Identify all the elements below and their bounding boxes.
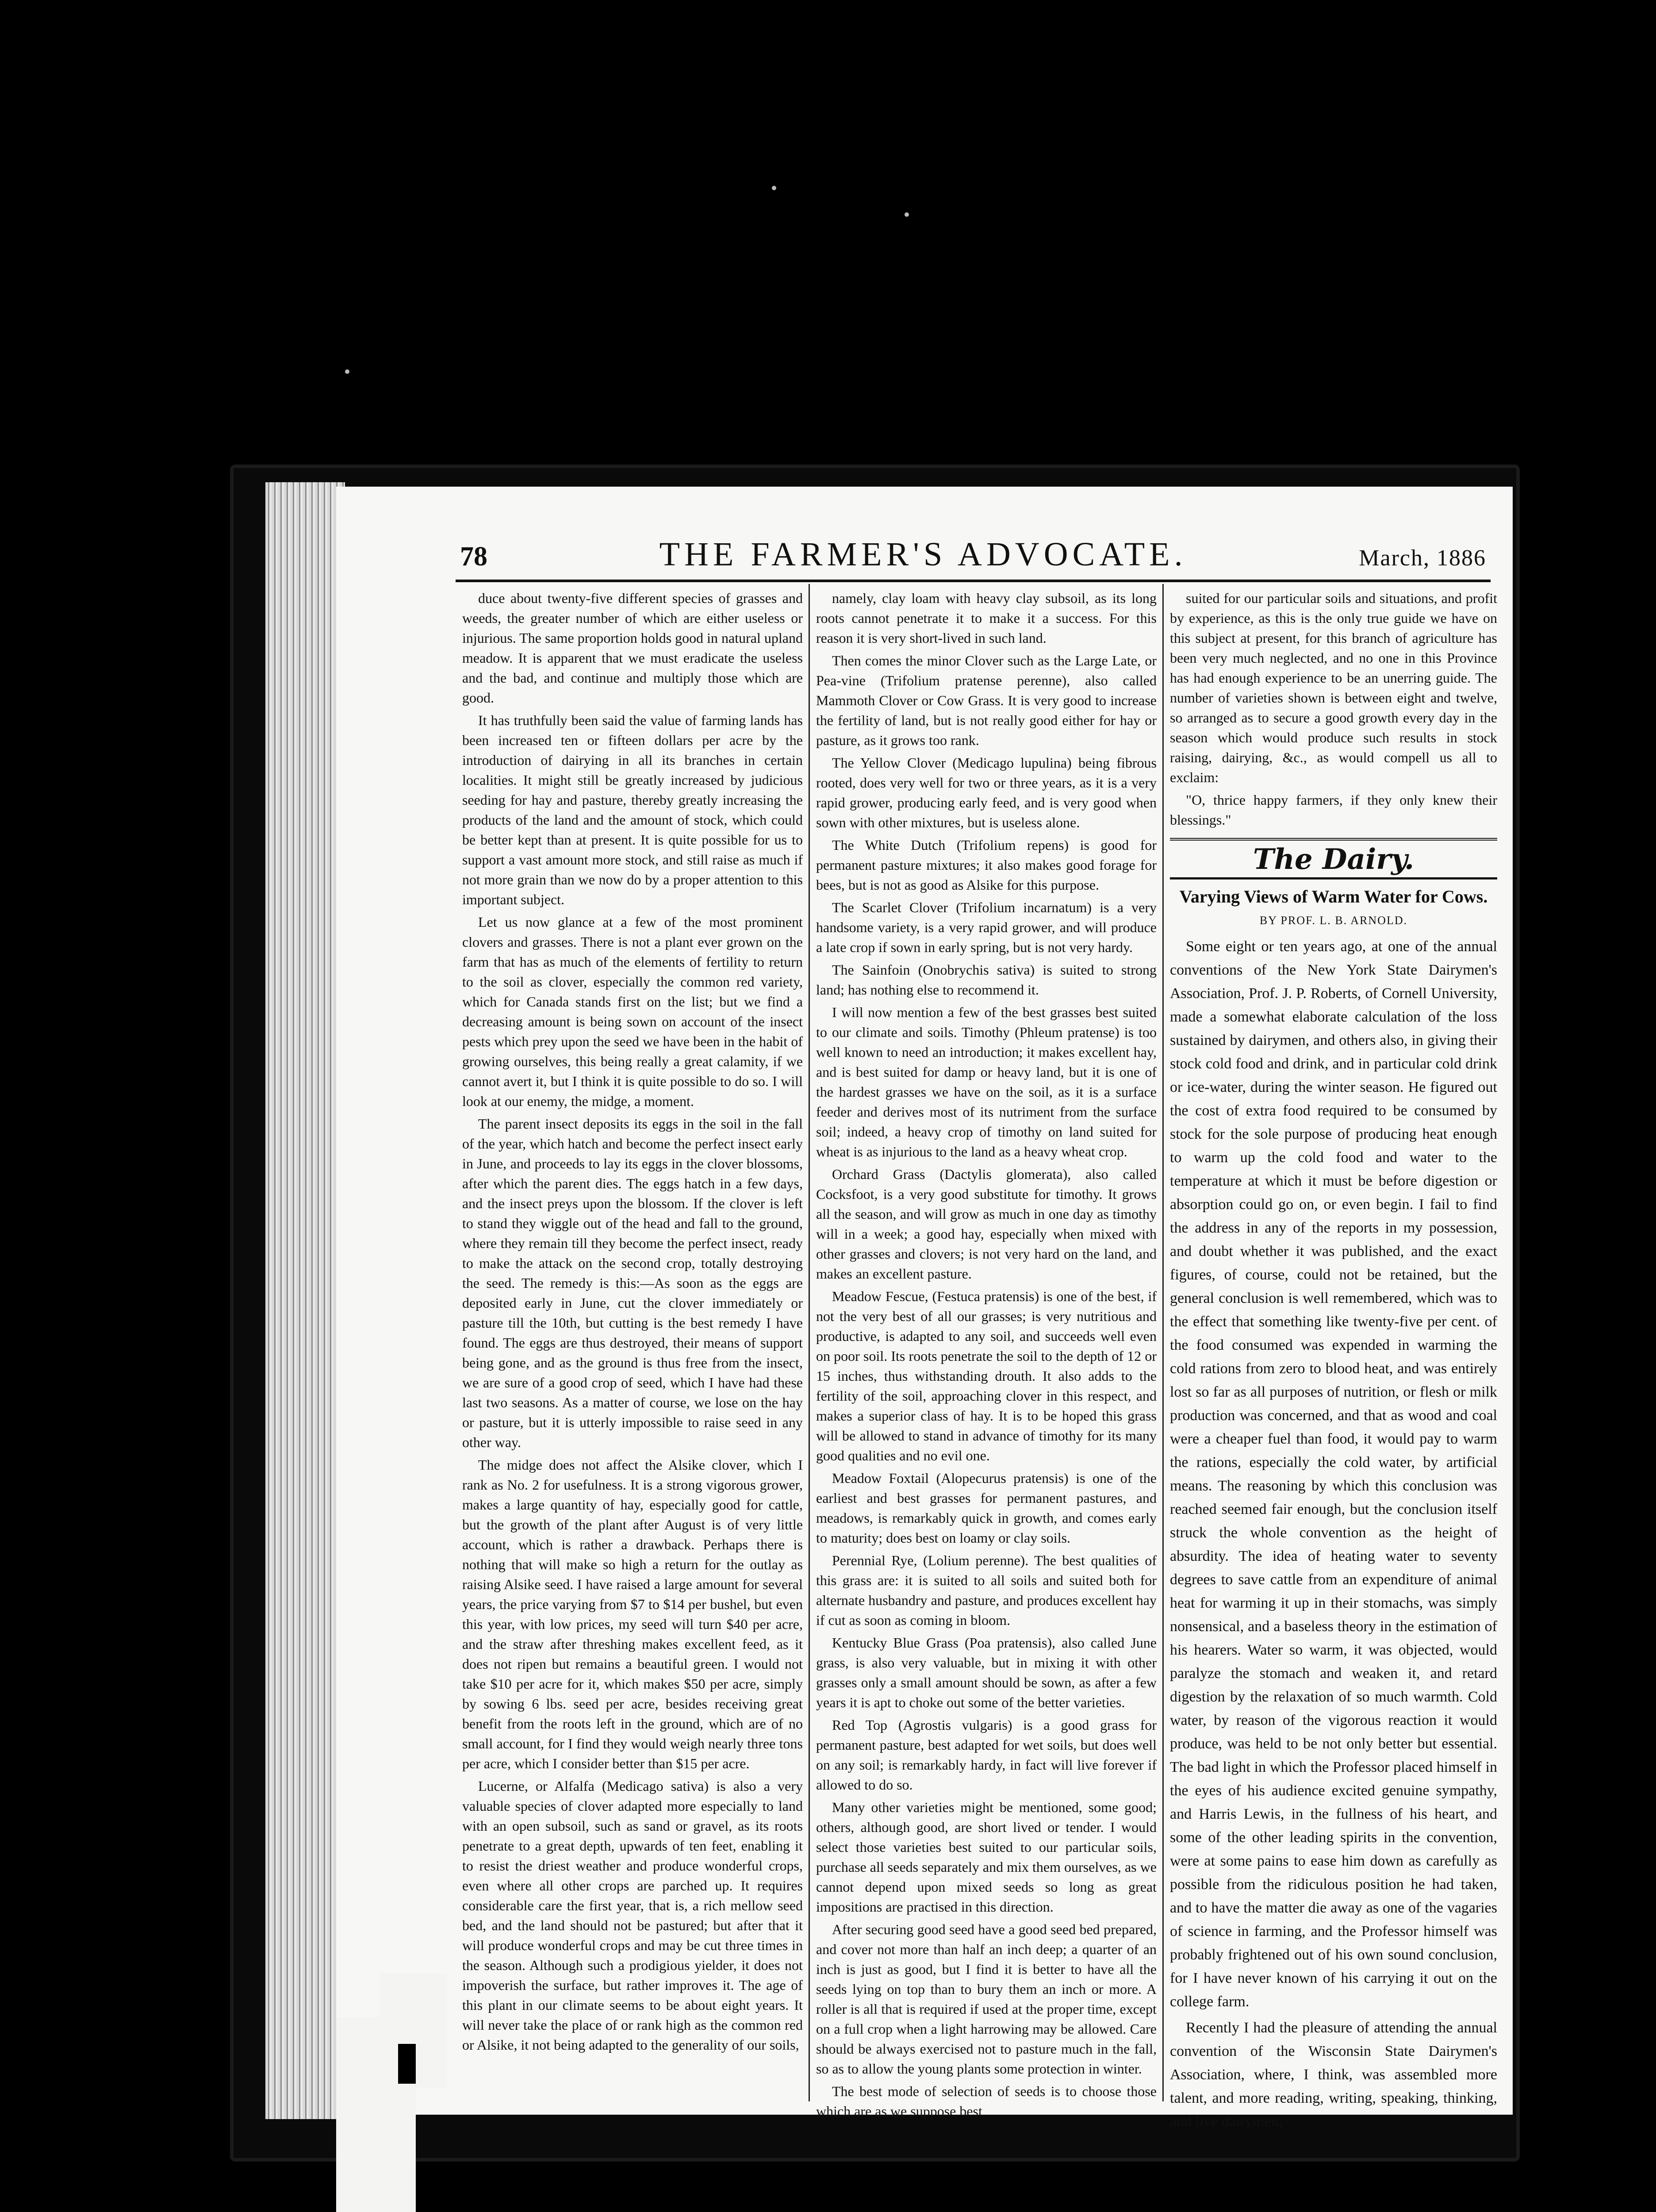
article-title: Varying Views of Warm Water for Cows.: [1179, 887, 1488, 906]
film-speck: [905, 212, 909, 217]
column-2: [816, 588, 1157, 2124]
masthead-title: THE FARMER'S ADVOCATE.: [659, 536, 1187, 573]
paragraph: Then comes the minor Clover such as the Large Late, or Pea-vine (Trifolium pratense perenne), also called Mammoth Clover or Cow Grass. It is very good to increase the fertility of land, but is not really good either for hay or pasture, as it grows too rank.: [816, 653, 1157, 748]
article-byline: BY PROF. L. B. ARNOLD.: [1259, 914, 1408, 927]
paragraph: The Sainfoin (Onobrychis sativa) is suited to strong land; has nothing else to recommend it.: [816, 962, 1157, 998]
column-3: [1170, 588, 1497, 2136]
paragraph: Some eight or ten years ago, at one of the annual conventions of the New York State Dairymen's Association, Prof. J. P. Roberts, of Cornell University, made a somewhat elaborate calculation of the loss sustained by dairymen, and others also, in giving their stock cold food and drink, and in particular cold drink or ice-water, during the winter season. He figured out the cost of extra food required to be consumed by stock for the sole purpose of producing heat enough to warm up the cold food and water to the temperature at which it must be before digestion or absorption could go on, or even begin. I fail to find the address in any of the reports in my possession, and doubt whether it was published, and the exact figures, of course, could not be retained, but the general conclusion is well remembered, which was to the effect that something like twenty-five per cent. of the food consumed was expended in warming the cold rations from zero to blood heat, and was entirely lost so far as all purposes of nutrition, or flesh or milk production was concerned, and that as wood and coal were a cheaper fuel than food, it would pay to warm the rations, especially the cold water, by artificial means. The reasoning by which this conclusion was reached seemed fair enough, but the conclusion itself struck the whole convention as the height of absurdity. The idea of heating water to seventy degrees to save cattle from an expenditure of animal heat for warming it up in their stomachs, was simply nonsensical, and a baseless theory in the estimation of his hearers. Water so warm, it was objected, would paralyze the stomach and weaken it, and retard digestion by the relaxation of so much warmth. Cold water, by reason of the vigorous reaction it would produce, was held to be not only better but essential. The bad light in which the Professor placed himself in the eyes of his audience excited genuine sympathy, and Harris Lewis, in the fullness of his heart, and some of the other leading spirits in the convention, were at some pains to ease him down as carefully as possible from the ridiculous position he had taken, and to have the matter die away as one of the vagaries of science in farming, and the Professor himself was probably frightened out of his own sound conclusion, for I have never known of his carrying it out on the college farm.: [1170, 938, 1497, 2010]
paragraph: Meadow Foxtail (Alopecurus pratensis) is one of the earliest and best grasses for permanent pastures, and meadows, is remarkably quick in growth, and comes early to maturity; does best on loamy or clay soils.: [816, 1470, 1157, 1546]
film-speck: [772, 186, 776, 190]
paragraph: suited for our particular soils and situations, and profit by experience, as this is the only true guide we have on this subject at present, for this branch of agriculture has been very much neglected, and no one in this Province has had enough experience to be an unerring guide. The number of varieties shown is between eight and twelve, so arranged as to secure a good growth every day in the season which would produce such results in stock raising, dairying, &c., as would compell us all to exclaim:: [1170, 590, 1497, 785]
issue-date: March, 1886: [1359, 545, 1486, 571]
paragraph: After securing good seed have a good seed bed prepared, and cover not more than half an inch deep; a quarter of an inch is just as good, but I find it is better to have all the seeds lying on top than to bury them an inch or more. A roller is all that is required if used at the proper time, except on a full crop when a light harrowing may be allowed. Care should be always exercised not to pasture much in the fall, so as to allow the young plants some protection in winter.: [816, 1921, 1157, 2077]
paragraph: The Yellow Clover (Medicago lupulina) being fibrous rooted, does very well for two or three years, as it is a very rapid grower, producing early feed, and is very good when sown with other mixtures, but is useless alone.: [816, 755, 1157, 830]
paragraph: The midge does not affect the Alsike clover, which I rank as No. 2 for usefulness. It is a strong vigorous grower, makes a large quantity of hay, especially good for cattle, but the growth of the plant after August is of very little account, which is rather a drawback. Perhaps there is nothing that will make so high a return for the outlay as raising Alsike seed. I have raised a large amount for several years, the price varying from $7 to $14 per bushel, but even this year, with low prices, my seed will turn $40 per acre, and the straw after threshing makes excellent feed, as it does not ripen but remains a beautiful green. I would not take $10 per acre for it, which makes $50 per acre, simply by sowing 6 lbs. seed per acre, besides receiving great benefit from the roots left in the ground, which are of no small account, for I find they would weigh nearly three tons per acre, which I consider better than $15 per acre.: [462, 1457, 803, 1771]
paragraph: Many other varieties might be mentioned, some good; others, although good, are short lived or tender. I would select those varieties best suited to our particular soils, purchase all seeds separately and mix them ourselves, as we cannot depend upon mixed seeds so long as great impositions are practised in this direction.: [816, 1799, 1157, 1915]
film-speck: [345, 369, 349, 374]
paragraph: Meadow Fescue, (Festuca pratensis) is one of the best, if not the very best of all our grasses; is very nutritious and productive, is adapted to any soil, and succeeds well even on poor soil. Its roots penetrate the soil to the depth of 12 or 15 inches, thus withstanding drouth. It also adds to the fertility of the soil, approaching clover in this respect, and makes a superior class of hay. It is to be hoped this grass will be allowed to stand in advance of timothy for its many good qualities and no evil one.: [816, 1288, 1157, 1463]
paragraph: namely, clay loam with heavy clay subsoil, as its long roots cannot penetrate it to make it a success. For this reason it is very short-lived in such land.: [816, 590, 1157, 646]
newspaper-page: [336, 487, 1513, 2130]
paragraph: The White Dutch (Trifolium repens) is good for permanent pasture mixtures; it also makes good forage for bees, but is not as good as Alsike for this purpose.: [816, 837, 1157, 893]
header-rule: [456, 580, 1491, 582]
section-heading: The Dairy.: [1170, 838, 1497, 879]
article-body: [1170, 935, 1497, 2133]
film-clip-gap: [398, 2044, 416, 2084]
paragraph: Kentucky Blue Grass (Poa pratensis), also called June grass, is also very valuable, but in mixing it with other grasses only a small amount should be sown, as after a few years it is apt to choke out some of the better varieties.: [816, 1635, 1157, 1710]
paragraph: The Scarlet Clover (Trifolium incarnatum) is a very handsome variety, is a very rapid grower, and will produce a late crop if sown in early spring, but is not very hardy.: [816, 899, 1157, 955]
page-header: [460, 535, 1486, 575]
book-page-edges: [265, 482, 345, 2119]
paragraph: Red Top (Agrostis vulgaris) is a good grass for permanent pasture, best adapted for wet soils, but does well on any soil; is remarkably hardy, in fact will live forever if allowed to do so.: [816, 1717, 1157, 1793]
column-1: [462, 588, 803, 2058]
paragraph: Recently I had the pleasure of attending the annual convention of the Wisconsin State Dairymen's Association, where, I think, was assembled more talent, and more reading, writing, speaking, thinking, and live dairymen,: [1170, 2020, 1497, 2130]
page-number: 78: [460, 541, 487, 572]
paragraph: I will now mention a few of the best grasses best suited to our climate and soils. Timothy (Phleum pratense) is too well known to need an introduction; it makes excellent hay, and is best suited for damp or heavy land, but it is one of the hardest grasses we have on the soil, as it is a surface feeder and derives most of its nutriment from the surface soil; indeed, a heavy crop of timothy on land suited for wheat is as injurious to the land as a heavy wheat crop.: [816, 1004, 1157, 1160]
paragraph: Lucerne, or Alfalfa (Medicago sativa) is also a very valuable species of clover adapted more especially to land with an open subsoil, such as sand or gravel, as its roots penetrate to a great depth, upwards of ten feet, enabling it to resist the driest weather and produce wonderful crops, even where all other crops are parched up. It requires considerable care the first year, that is, a rich mellow seed bed, and the land should not be pastured; but after that it will produce wonderful crops and may be cut three times in the season. Although such a prodigious yielder, it does not impoverish the surface, but rather improves it. The age of this plant in our climate seems to be about eight years. It will never take the place of or rank high as the common red or Alsike, it not being adapted to the generality of our soils,: [462, 1778, 803, 2053]
column-divider: [809, 584, 810, 2101]
paragraph: Perennial Rye, (Lolium perenne). The best qualities of this grass are: it is suited to all soils and suited both for alternate husbandry and pasture, and produces excellent hay if cut as soon as coming in bloom.: [816, 1552, 1157, 1628]
paragraph: It has truthfully been said the value of farming lands has been increased ten or fifteen dollars per acre by the introduction of dairying in all its branches in certain localities. It might still be greatly increased by judicious seeding for hay and pasture, thereby greatly increasing the products of the land and the amount of stock, which could be better kept than at present. It is quite possible for us to support a vast amount more stock, and still raise as much if not more grain than we now do by a proper attention to this important subject.: [462, 712, 803, 907]
paragraph: Orchard Grass (Dactylis glomerata), also called Cocksfoot, is a very good substitute for timothy. It grows all the season, and will grow as much in one day as timothy will in a week; a good hay, especially when mixed with other grasses and clovers; is not very hard on the land, and makes an excellent pasture.: [816, 1166, 1157, 1282]
column-divider: [1162, 584, 1164, 2101]
paragraph: Let us now glance at a few of the most prominent clovers and grasses. There is not a plant ever grown on the farm that has as much of the elements of fertility to return to the soil as clover, especially the common red variety, which for Canada stands first on the list; but we find a decreasing amount is being sown on account of the insect pests which prey upon the seed we have been in the habit of growing ourselves, this being really a great calamity, if we cannot avert it, but I think it is quite possible to do so. I will look at our enemy, the midge, a moment.: [462, 914, 803, 1109]
paragraph: The parent insect deposits its eggs in the soil in the fall of the year, which hatch and become the perfect insect early in June, and proceeds to lay its eggs in the clover blossoms, after which the parent dies. The eggs hatch in a few days, and the insect preys upon the blossom. If the clover is left to stand they wiggle out of the head and fall to the ground, where they remain till they become the perfect insect, ready to make the attack on the second crop, totally destroying the seed. The remedy is this:—As soon as the eggs are deposited early in June, cut the clover immediately or pasture till the 10th, but cutting is the best remedy I have found. The eggs are thus destroyed, their means of support being gone, and as the ground is thus free from the insect, we are sure of a good crop of seed, which I have had these last two seasons. As a matter of course, we lose on the hay or pasture, but it is utterly impossible to raise seed in any other way.: [462, 1116, 803, 1450]
paragraph: The best mode of selection of seeds is to choose those which are as we suppose best: [816, 2083, 1157, 2119]
quotation: "O, thrice happy farmers, if they only knew their blessings.": [1170, 792, 1497, 828]
paragraph: duce about twenty-five different species of grasses and weeds, the greater number of which are either useless or injurious. The same proportion holds good in natural upland meadow. It is apparent that we must eradicate the useless and the bad, and continue and multiply those which are good.: [462, 590, 803, 706]
